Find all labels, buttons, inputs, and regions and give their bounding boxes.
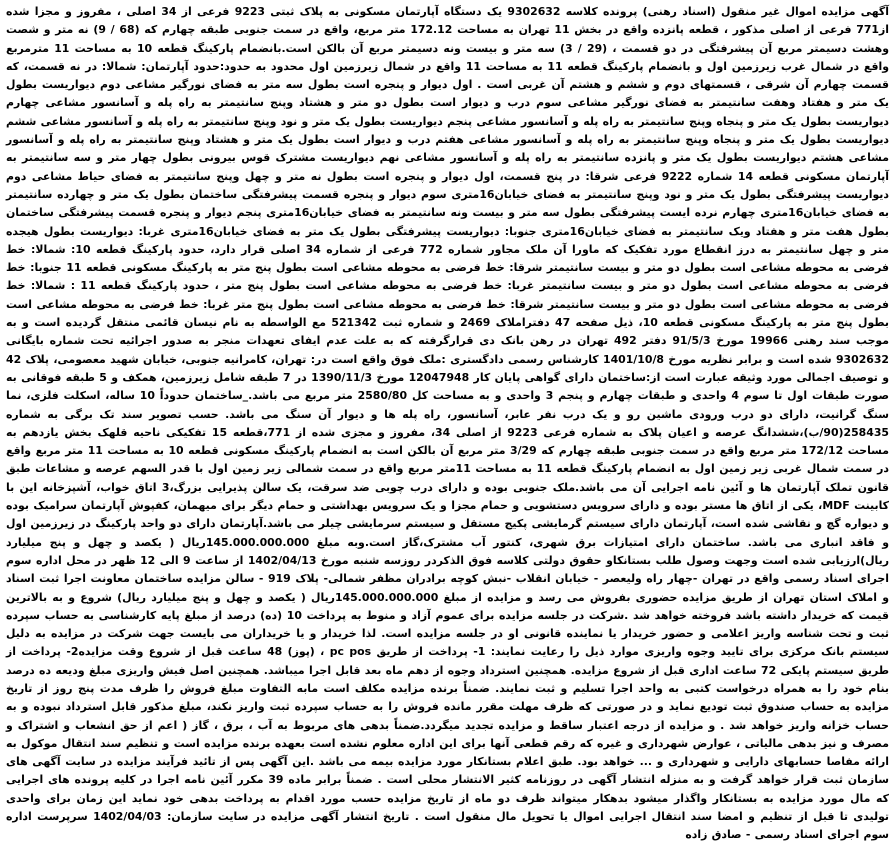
auction-notice-text: آگهی مزایده اموال غیر منقول (اسناد رهنی) پرونده کلاسه 9302632 یک دستگاه آپارتمان مسکونی به پلاک ثبتی 9223 فرعی از 34 اصلی ، مفروز و مجزا شده از771 فرعی از اصلی مذکور ، قطعه پانزده واقع در بخش 11 تهران به مساحت 172.12 متر مربع، واقع در سمت جنوبی طبقه چهارم که (68 / 9) نه متر و شصت وهشت دسیمتر مربع آن پیشرفتگی در دو قسمت ، (29 / 3) سه متر و بیست ونه دسیمتر مربع آن بالکن است.بانضمام پارکینگ قطعه 10 به مساحت 11 مترمربع واقع در شمال غرب زیرزمین اول و بانضمام پارکینگ قطعه 11 به مساحت 11 واقع در شمال زیرزمین اول محدود به حدود:حدود آپارتمان: شمالا: در نه قسمت، که قسمت چهارم آن شرقی ، قسمتهای دوم و ششم و هشتم آن غربی است . اول دیوار و پنجره است بطول سه متر به فضای نورگیر مشاعی دوم دیواریست بطول یک متر و هفتاد وهفت سانتیمتر به فضای نورگیر مشاعی سوم درب و دیوار است بطول دو متر و هشتاد وپنج سانتیمتر به راه پله و آسانسور مشاعی چهارم دیواریست بطول یک متر و پنجاه وپنج سانتیمتر به راه پله و آسانسور مشاعی پنجم دیواریست بطول یک متر و نود وپنج سانتیمتر به راه پله و آسانسور مشاعی ششم دیواریست بطول یک متر و پنجاه وپنج سانتیمتر به راه پله و آسانسور مشاعی هفتم درب و دیوار است بطول یک متر و هشتاد وپنج سانتیمتر به راه پله و آسانسور مشاعی هشتم دیواریست بطول یک متر و پانزده سانتیمتر به راه پله و آسانسور مشاعی نهم دیواریست مشترک قوس بیرونی بطول چهار متر و سه سانتیمتر به آپارتمان مسکونی قطعه 14 شماره 9222 فرعی شرقا: در پنج قسمت، اول دیوار و پنجره است بطول نه متر و چهل وپنج سانتیمتر به فضای حیاط مشاعی دوم دیواریست پیشرفتگی بطول یک متر و نود وپنج سانتیمتر به فضای خیابان16متری سوم دیوار و پنجره قسمت پیشرفتگی ساختمان بطول یک متر و چهارده سانتیمتر به فضای خیابان16متری چهارم نرده ایست پیشرفتگی بطول سه متر و بیست ونه سانتیمتر به فضای خیابان16متری پنجم دیوار و پنجره قسمت پیشرفتگی ساختمان بطول هفت متر و هفتاد ویک سانتیمتر به فضای خیابان16متری جنوبا: دیواریست پیشرفتگی بطول یک متر به فضای خیابان16متری غربا: دیواریست بطول هیجده متر و چهل سانتیمتر به درز انقطاع مورد تفکیک که ماورا آن ملک مجاور شماره 772 فرعی از شماره 34 اصلی قرار دارد، حدود پارکینگ قطعه 10: شمالا: خط فرضی به محوطه مشاعی است بطول دو متر و بیست سانتیمتر شرقا: خط فرضی به محوطه مشاعی است بطول پنج متر به پارکینگ مسکونی قطعه 11 جنوبا: خط فرضی به محوطه مشاعی است بطول دو متر و بیست سانتیمتر غربا: خط فرضی به محوطه مشاعی است بطول پنج متر ، حدود پارکینگ قطعه 11 : شمالا: خط فرضی به محوطه مشاعی است بطول دو متر و بیست سانتیمتر شرقا: خط فرضی به محوطه مشاعی است بطول پنج متر غربا: خط فرضی به محوطه مشاعی است بطول پنج متر به پارکینگ مسکونی قطعه 10، ذیل صفحه 47 دفتراملاک 2469 و شماره ثبت 521342 مع الواسطه به نام نیسان قائمی منتقل گردیده است و به موجب سند رهنی 19966 مورخ 91/5/3 دفتر 492 تهران در رهن بانک دی قرارگرفته که به علت عدم ایفای تعهدات منجر به صدور اجرائیه تحت شماره بایگانی 9302632 شده است و برابر نظریه مورخ 1401/10/8 کارشناس رسمی دادگستری :ملک فوق واقع است در: تهران، کامرانیه جنوبی، خیابان شهید معصومی، پلاک 42 و توصیف اجمالی مورد وثیقه عبارت است از:ساختمان دارای گواهی پایان کار 12047948 مورخ 1390/11/3 در 7 طبقه شامل زیرزمین، همکف و 5 طبقه فوقانی به صورت طبقات اول تا سوم 4 واحدی و طبقات چهارم و پنجم 3 واحدی و به مساحت کل 2580/80 متر مربع می باشد._ساختمان حدوداً 10 ساله، اسکلت فلزی، نما سنگ گرانیت، دارای دو درب ورودی ماشین رو و یک درب نفر عابر، آسانسور، راه پله ها و دیوار آن سنگ می باشد. حسب تصویر سند تک برگی به شماره 258435(90/ب)،ششدانگ عرصه و اعیان پلاک به شماره فرعی 9223 از اصلی 34، مفروز و مجزی شده از 771،قطعه 15 تفکیکی ناحیه قلهک بخش یازدهم به مساحت 172/12 متر مربع واقع در سمت جنوبی طبقه چهارم که 3/29 متر مربع آن بالکن است به انضمام پارکینگ مسکونی قطعه 10 به مساحت 11 متر مربع واقع در سمت شمال غربی زیر زمین اول به انضمام پارکینگ قطعه 11 به مساحت 11متر مربع واقع در سمت شمالی زیر زمین اول با قدر السهم عرصه و مشاعات طبق قانون تملک آپارتمان ها و آئین نامه اجرایی آن می باشد.ملک جنوبی بوده و دارای درب چوبی ضد سرقت، یک سالن پذیرایی بزرگ،3 اتاق خواب، آشپزخانه این با کابینت MDF، یکی از اتاق ها مستر بوده و دارای سرویس دستشویی و حمام مجزا و یک سرویس بهداشتی و حمام دیگر برای میهمان، کفپوش آپارتمان سرامیک بوده و دیواره گچ و نقاشی شده است، آپارتمان دارای سیستم گرمایشی پکیج مستقل و سیستم سرمایشی چیلر می باشد.آپارتمان دارای دو واحد پارکینگ در زیرزمین اول و فاقد انباری می باشد. ساختمان دارای امتیازات برق شهری، کنتور آب مشترک،گاز است.وبه مبلغ 145.000.000.000ریال ( یکصد و چهل و پنج میلیارد ریال)ارزیابی شده است وجهت وصول طلب بستانکاو حقوق دولتی کلاسه فوق الذکردر روزسه شنبه مورخ 1402/04/13 از ساعت 9 الی 12 ظهر در محل اداره سوم اجرای اسناد رسمی واقع در تهران -چهار راه ولیعصر - خیابان انقلاب -نبش کوچه برادران مظفر شمالی- پلاک 919 - سالن مزایده ساختمان معاونت اجرا ثبت اسناد و املاک استان تهران از طریق مزایده حضوری بفروش می رسد و مزایده از مبلغ 145.000.000.000ریال ( یکصد و چهل و پنج میلیارد ریال) شروع و به بالاترین قیمت که خریدار داشته باشد فروخته خواهد شد .شرکت در جلسه مزایده برای عموم آزاد و منوط به پرداخت 10 (ده) درصد از مبلغ پایه کارشناسی به حساب سپرده ثبت و تحت شناسه واریز اعلامی و حضور خریدار یا نماینده قانونی او در جلسه مزایده است. لذا خریدار و یا خریداران می بایست جهت شرکت در مزایده به دلیل سیستم بانک مرکزی برای تایید وجوه واریزی موارد ذیل را رعایت نمایند: 1- پرداخت از طریق pc pos ، (پوز) 48 ساعت قبل از شروع وقت مزایده2- پرداخت از طریق سیستم پایکی 72 ساعت اداری قبل از شروع مزایده. همچنین استرداد وجوه از دهم ماه بعد قابل اجرا میباشد. همچنین اصل فیش واریزی مبلغ ودیعه ده درصد بنام خود را به همراه درخواست کتبی به واحد اجرا تسلیم و ثبت نمایند. ضمناً برنده مزایده مکلف است مابه التفاوت مبلغ فروش را ظرف مدت پنج روز از تاریخ مزایده به حساب صندوق ثبت تودیع نماید و در صورتی که ظرف مهلت مقرر مانده فروش را به حساب سپرده ثبت واریز نکند، مبلغ مذکور قابل استرداد نبوده و به حساب خزانه واریز خواهد شد . و مزایده از درجه اعتبار ساقط و مزایده تجدید میگردد.ضمناً بدهی های مربوط به آب ، برق ، گاز ( اعم از حق انشعاب و اشتراک و مصرف و نیز بدهی مالیاتی ، عوارض شهرداری و غیره که رقم قطعی آنها برای این اداره معلوم نشده است بعهده برنده مزایده است و تنظیم سند انتقال موکول به ارائه مفاصا حسابهای دارایی و شهرداری و ... خواهد بود. طبق اعلام بستانکار مورد مزایده بیمه می باشد .این آگهی پس از تائید فرآیند مزایده در سایت آگهی های سازمان ثبت قرار خواهد گرفت و به منزله انتشار آگهی در روزنامه کثیر الانتشار محلی است . ضمناً برابر ماده 39 مکرر آئین نامه اجرا در کلیه پرونده های اجرایی که مال مورد مزایده به بستانکار واگذار میشود بدهکار میتواند ظرف دو ماه از تاریخ مزایده حسب مورد اقدام به پرداخت بدهی خود نماید این زمان برای واحدی تولیدی تا قبل از تنظیم و امضا سند انتقال اجرایی اموال یا تحویل مال منقول است . تاریخ انتشار آگهی مزایده در سایت سازمان: 1402/04/03 سرپرست اداره سوم اجرای اسناد رسمی - صادق زاده	[6, 5, 890, 842]
